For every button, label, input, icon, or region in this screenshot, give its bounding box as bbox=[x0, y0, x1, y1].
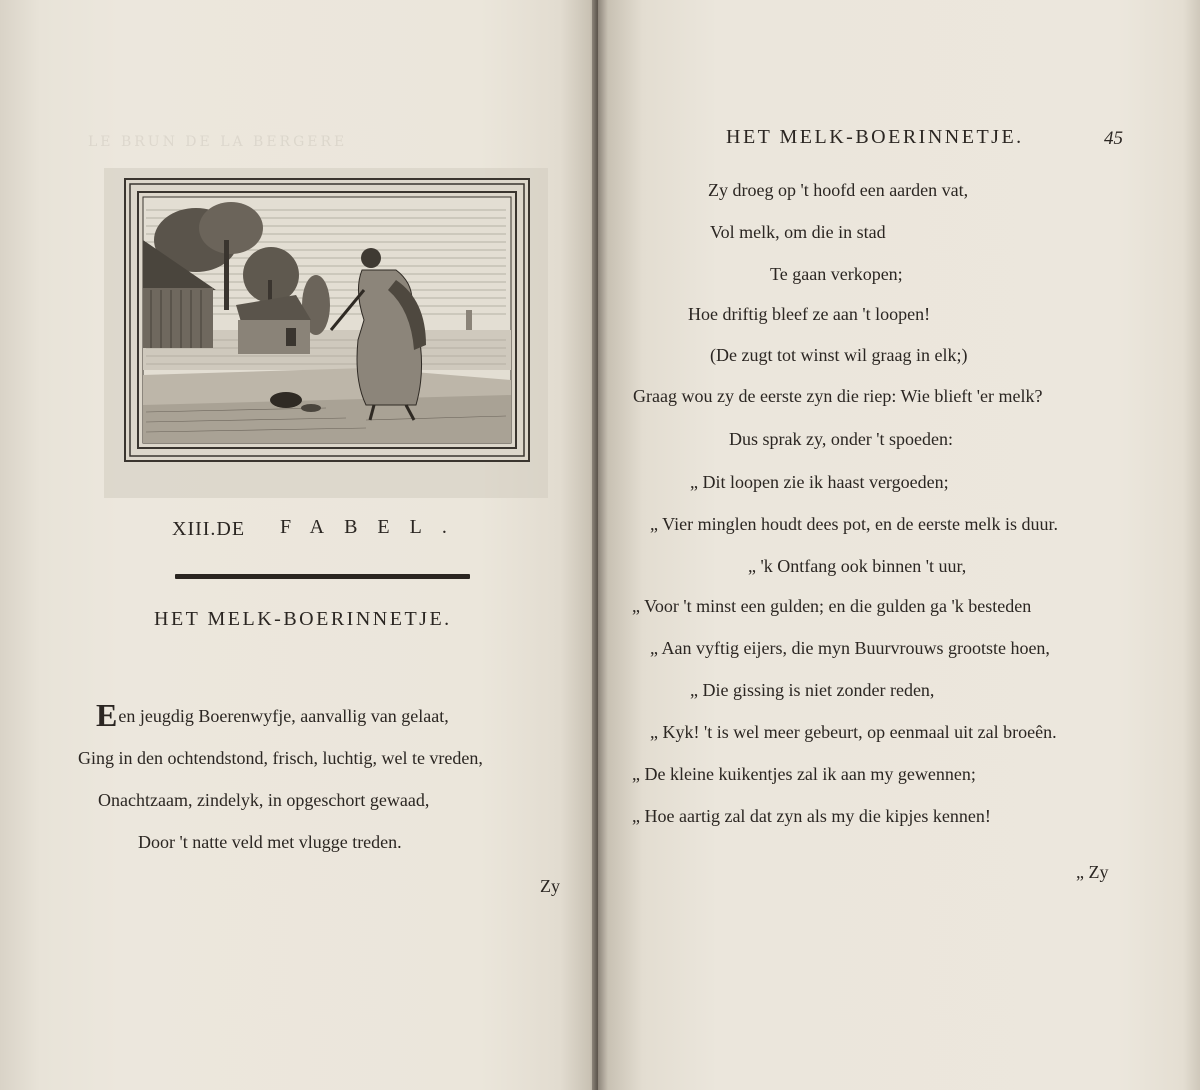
verse-line-18: „ Kyk! 't is wel meer gebeurt, op eenmaal uit zal broeên. bbox=[650, 722, 1057, 742]
verse-line-19: „ De kleine kuikentjes zal ik aan my gewennen; bbox=[632, 764, 976, 784]
show-through-header: LE BRUN DE LA BERGERE bbox=[88, 134, 348, 150]
verse-line-20: „ Hoe aartig zal dat zyn als my die kipjes kennen! bbox=[632, 806, 991, 826]
verse-line-7: Te gaan verkopen; bbox=[770, 264, 903, 284]
verse-line-4: Door 't natte veld met vlugge treden. bbox=[138, 832, 402, 852]
verse-line-9: (De zugt tot winst wil graag in elk;) bbox=[710, 345, 968, 365]
catchword-left: Zy bbox=[540, 876, 560, 896]
fable-title: HET MELK-BOERINNETJE. bbox=[154, 608, 452, 630]
verse-line-13: „ Vier minglen houdt dees pot, en de eerste melk is duur. bbox=[650, 514, 1058, 534]
verse-line-11: Dus sprak zy, onder 't spoeden: bbox=[729, 429, 954, 449]
verse-line-12: „ Dit loopen zie ik haast vergoeden; bbox=[690, 472, 949, 492]
verse-line-6: Vol melk, om die in stad bbox=[710, 222, 886, 242]
drop-capital: E bbox=[96, 697, 118, 733]
verse-line-17: „ Die gissing is niet zonder reden, bbox=[690, 680, 935, 700]
fable-number: XIII.DE bbox=[172, 518, 246, 540]
verse-line-3: Onachtzaam, zindelyk, in opgeschort gewaad, bbox=[98, 790, 430, 810]
right-page bbox=[598, 0, 1200, 1090]
fable-heading: FABEL. bbox=[280, 516, 467, 538]
verse-line-15: „ Voor 't minst een gulden; en die gulden ga 'k besteden bbox=[632, 596, 1032, 616]
verse-line-5: Zy droeg op 't hoofd een aarden vat, bbox=[708, 180, 969, 200]
verse-line-1: Een jeugdig Boerenwyfje, aanvallig van gelaat, bbox=[96, 697, 449, 733]
heading-rule bbox=[175, 574, 470, 579]
verse-line-10: Graag wou zy de eerste zyn die riep: Wie blieft 'er melk? bbox=[633, 386, 1043, 406]
verse-line-2: Ging in den ochtendstond, frisch, luchtig, wel te vreden, bbox=[78, 748, 483, 768]
verse-line-14: „ 'k Ontfang ook binnen 't uur, bbox=[748, 556, 967, 576]
milkmaid-engraving-image bbox=[126, 180, 528, 460]
verse-line-8: Hoe driftig bleef ze aan 't loopen! bbox=[688, 304, 931, 324]
running-title: HET MELK-BOERINNETJE. bbox=[726, 126, 1024, 148]
page-number: 45 bbox=[1104, 128, 1123, 149]
left-page bbox=[0, 0, 598, 1090]
catchword-right: „ Zy bbox=[1076, 862, 1109, 882]
verse-line-16: „ Aan vyftig eijers, die myn Buurvrouws grootste hoen, bbox=[650, 638, 1050, 658]
engraving-illustration bbox=[124, 178, 530, 462]
